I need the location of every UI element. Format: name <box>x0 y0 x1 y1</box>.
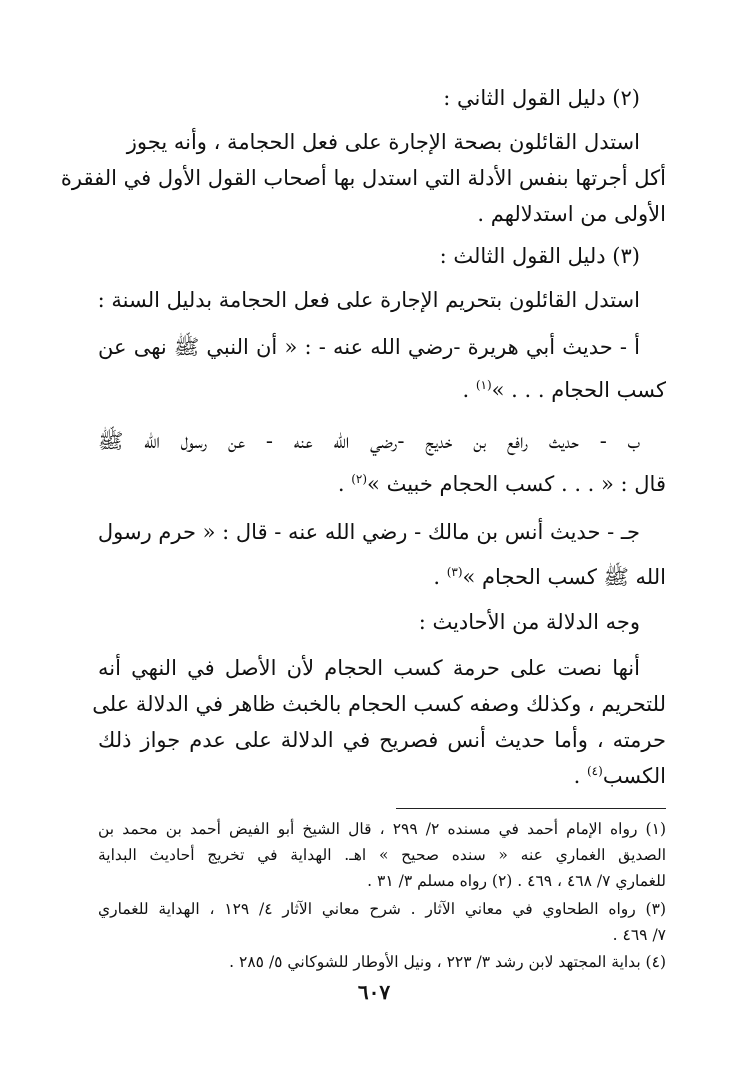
paragraph-line: الكسب$^{(٤)}$ . <box>573 764 666 788</box>
heading-second-opinion: (٢) دليل القول الثاني : <box>443 86 640 110</box>
hadith-c-line: الله ﷺ كسب الحجام »$^{(٣)}$ . <box>433 565 666 589</box>
footnote-line: (٤) بداية المجتهد لابن رشد ٣/ ٢٢٣ ، ونيل الأوطار للشوكاني ٥/ ٢٨٥ . <box>229 953 666 971</box>
footnote-line: (٣) رواه الطحاوي في معاني الآثار . شرح معاني الآثار ٤/ ١٢٩ ، الهداية للغماري <box>98 900 666 918</box>
footnote-separator <box>396 808 666 809</box>
paragraph-line: الأولى من استدلالهم . <box>477 202 666 226</box>
hadith-c-line: جـ - حديث أنس بن مالك - رضي الله عنه - قال : « حرم رسول <box>97 520 640 544</box>
footnote-ref: (١) <box>475 378 492 392</box>
hadith-a-line: أ - حديث أبي هريرة -رضي الله عنه - : « أن النبي ﷺ نهى عن <box>98 335 640 359</box>
hadith-b-line: ب - حديث رافع بن خديج -رضي الله عنه - عن رسول الله ﷺ <box>98 429 640 453</box>
paragraph-line: استدل القائلون بتحريم الإجارة على فعل الحجامة بدليل السنة : <box>97 288 640 312</box>
paragraph-line: أكل أجرتها بنفس الأدلة التي استدل بها أصحاب القول الأول في الفقرة <box>60 166 666 190</box>
paragraph-line: استدل القائلون بصحة الإجارة على فعل الحجامة ، وأنه يجوز <box>126 130 640 154</box>
footnote-line: للغماري ٧/ ٤٦٨ ، ٤٦٩ . (٢) رواه مسلم ٣/ ٣١ . <box>367 872 666 890</box>
paragraph-line: للتحريم ، وكذلك وصفه كسب الحجام بالخبث ظاهر في الدلالة على <box>92 692 666 716</box>
footnote-ref: (٤) <box>586 764 603 778</box>
footnote-ref: (٢) <box>351 472 368 486</box>
footnote-line: (١) رواه الإمام أحمد في مسنده ٢/ ٢٩٩ ، قال الشيخ أبو الفيض أحمد بن محمد بن <box>98 820 666 838</box>
footnote-line: الصديق الغماري عنه « سنده صحيح » اهـ. الهداية في تخريج أحاديث البداية <box>98 846 666 864</box>
hadith-a-line: كسب الحجام . . . »$^{(١)}$ . <box>462 378 666 402</box>
paragraph-line: حرمته ، وأما حديث أنس فصريح في الدلالة على عدم جواز ذلك <box>98 728 666 752</box>
hadith-b-line: قال : « . . . كسب الحجام خبيث »$^{(٢)}$ . <box>337 472 666 496</box>
heading-third-opinion: (٣) دليل القول الثالث : <box>439 244 640 268</box>
evidence-heading: وجه الدلالة من الأحاديث : <box>418 610 640 634</box>
paragraph-line: أنها نصت على حرمة كسب الحجام لأن الأصل في النهي أنه <box>98 656 640 680</box>
footnote-ref: (٣) <box>446 565 463 579</box>
footnote-line: ٧/ ٤٦٩ . <box>612 926 666 944</box>
page-number: ٦٠٧ <box>357 980 391 1004</box>
